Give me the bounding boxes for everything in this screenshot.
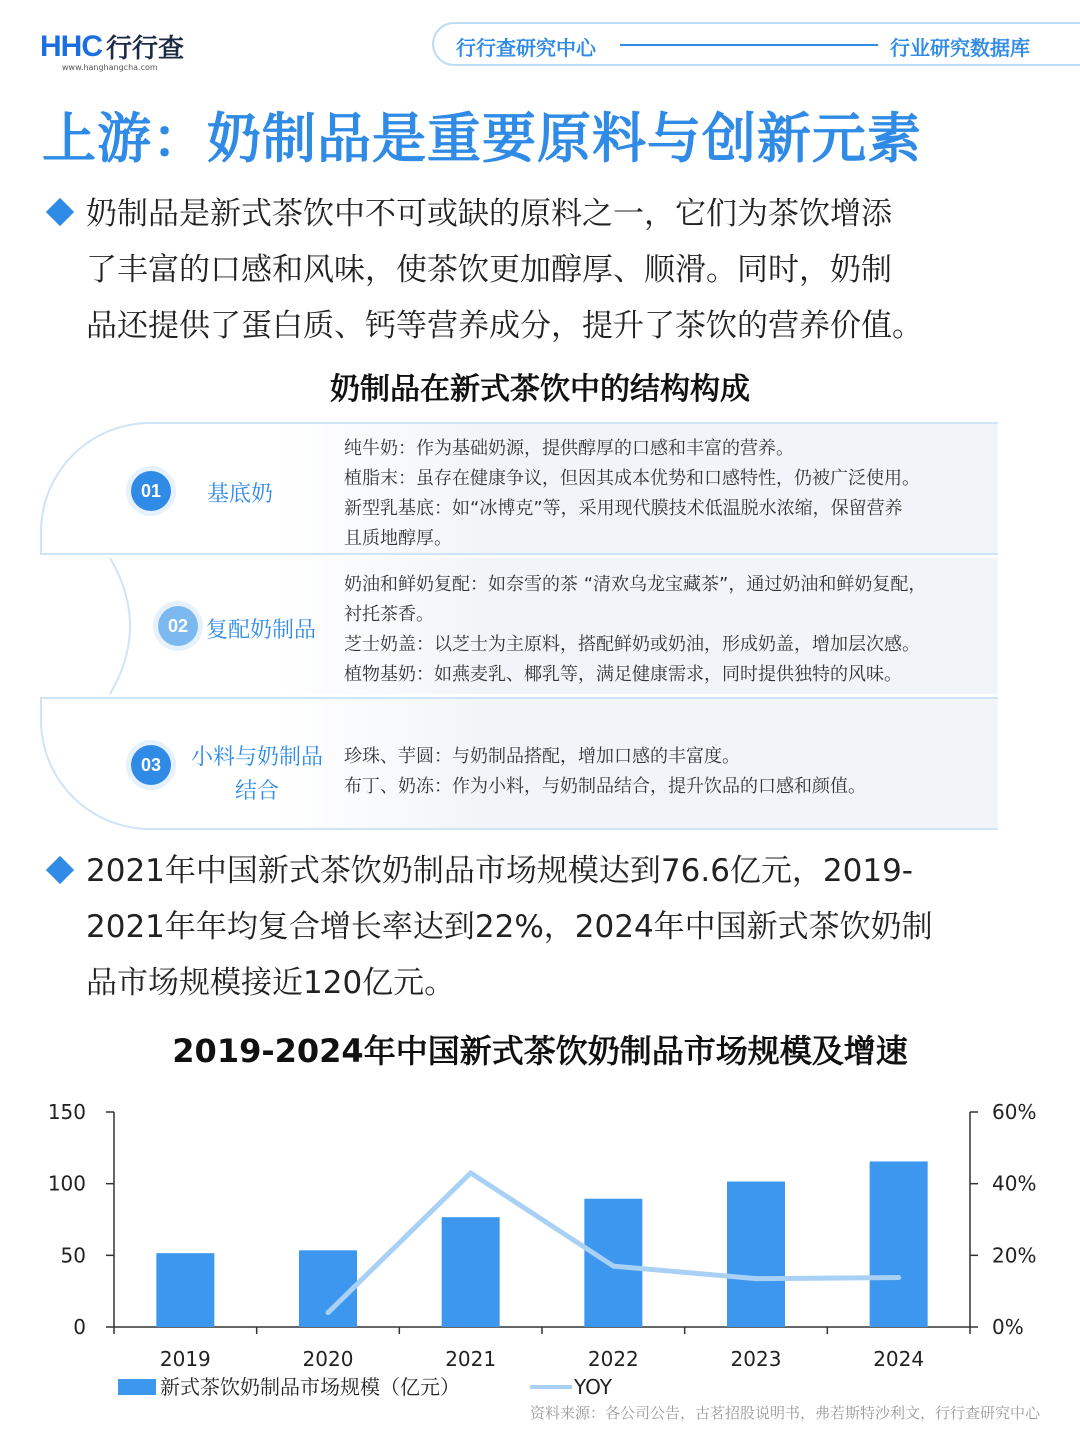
intro-line: 了丰富的口感和风味，使茶饮更加醇厚、顺滑。同时，奶制: [86, 252, 892, 288]
y-right-tick-label: 20%: [992, 1243, 1037, 1268]
header-divider: [620, 44, 878, 46]
logo-url: www.hanghangcha.com: [62, 63, 158, 72]
y-right-tick-label: 0%: [992, 1315, 1024, 1339]
point-yoy: [326, 1310, 331, 1315]
bar-market-size: [727, 1182, 785, 1327]
category-description: 纯牛奶：作为基础奶源，提供醇厚的口感和丰富的营养。 植脂末：虽存在健康争议，但因其成本优势和口感特性，仍被广泛使用。 新型乳基底：如“冰博克”等，采用现代膜技术低温脱水浓缩，保留营养 且质地醇厚。: [344, 438, 920, 549]
category-label: 复配奶制品: [205, 618, 316, 643]
number-badge: 03: [131, 745, 171, 785]
x-tick-label: 2023: [730, 1347, 782, 1371]
diamond-bullet-icon: [46, 856, 74, 884]
y-right-tick-label: 60%: [992, 1100, 1037, 1124]
number-badge: 01: [131, 471, 171, 511]
legend-label-line: YOY: [574, 1375, 612, 1399]
y-left-tick-label: 150: [47, 1100, 86, 1124]
point-yoy: [611, 1264, 616, 1269]
bar-market-size: [870, 1161, 928, 1327]
y-left-tick-label: 0: [73, 1315, 86, 1339]
y-left-tick-label: 50: [60, 1243, 86, 1268]
diamond-bullet-icon: [46, 198, 74, 226]
intro-line: 品还提供了蛋白质、钙等营养成分，提升了茶饮的营养价值。: [86, 308, 923, 344]
bar-market-size: [442, 1217, 500, 1327]
bar-market-size: [584, 1199, 642, 1327]
market-line: 2021年中国新式茶饮奶制品市场规模达到76.6亿元，2019-: [86, 853, 913, 889]
chart-title: 2019-2024年中国新式茶饮奶制品市场规模及增速: [172, 1032, 908, 1070]
x-tick-label: 2024: [873, 1347, 925, 1371]
source-note: 资料来源：各公司公告，古茗招股说明书，弗若斯特沙利文，行行查研究中心: [529, 1404, 1040, 1422]
y-right-tick-label: 40%: [992, 1171, 1037, 1196]
header-research-center: 行行查研究中心: [456, 36, 596, 60]
market-line: 品市场规模接近120亿元。: [86, 965, 456, 1001]
intro-line: 奶制品是新式茶饮中不可或缺的原料之一，它们为茶饮增添: [86, 196, 892, 232]
y-left-tick-label: 100: [47, 1171, 86, 1196]
point-yoy: [896, 1275, 901, 1280]
point-yoy: [754, 1276, 759, 1281]
header-database: 行业研究数据库: [890, 36, 1030, 60]
x-tick-label: 2019: [159, 1347, 211, 1371]
legend-swatch-bar: [118, 1379, 156, 1395]
category-label: 基底奶: [206, 482, 273, 507]
market-paragraph: [86, 843, 933, 1011]
market-size-chart: [0, 1090, 1080, 1410]
bar-market-size: [299, 1250, 357, 1327]
logo-mark: HHC: [40, 29, 102, 63]
intro-paragraph: [86, 186, 923, 354]
market-line: 2021年年均复合增长率达到22%，2024年中国新式茶饮奶制: [86, 909, 933, 945]
x-tick-label: 2020: [302, 1347, 354, 1371]
x-tick-label: 2022: [587, 1347, 639, 1371]
logo-brand-name: 行行查: [106, 34, 185, 64]
number-badge: 02: [158, 606, 198, 646]
logo: [40, 28, 184, 72]
legend-label-bar: 新式茶饮奶制品市场规模（亿元）: [160, 1375, 460, 1399]
page-title: 上游：奶制品是重要原料与创新元素: [42, 107, 922, 170]
category-description: 奶油和鲜奶复配：如奈雪的茶 “清欢乌龙宝藏茶”，通过奶油和鲜奶复配， 衬托茶香。 芝士奶盖：以芝士为主原料，搭配鲜奶或奶油，形成奶盖，增加层次感。 植物基奶：如燕麦乳、椰乳等，满足健康需求，同时提供独特的风味。: [344, 574, 927, 685]
point-yoy: [468, 1170, 473, 1175]
x-tick-label: 2021: [445, 1347, 497, 1371]
category-label: 小料与奶制品 结合: [190, 745, 323, 804]
bar-market-size: [156, 1253, 214, 1327]
structure-title: 奶制品在新式茶饮中的结构构成: [330, 372, 750, 407]
category-description: 珍珠、芋圆：与奶制品搭配，增加口感的丰富度。 布丁、奶冻：作为小料，与奶制品结合，提升饮品的口感和颜值。: [344, 746, 866, 797]
